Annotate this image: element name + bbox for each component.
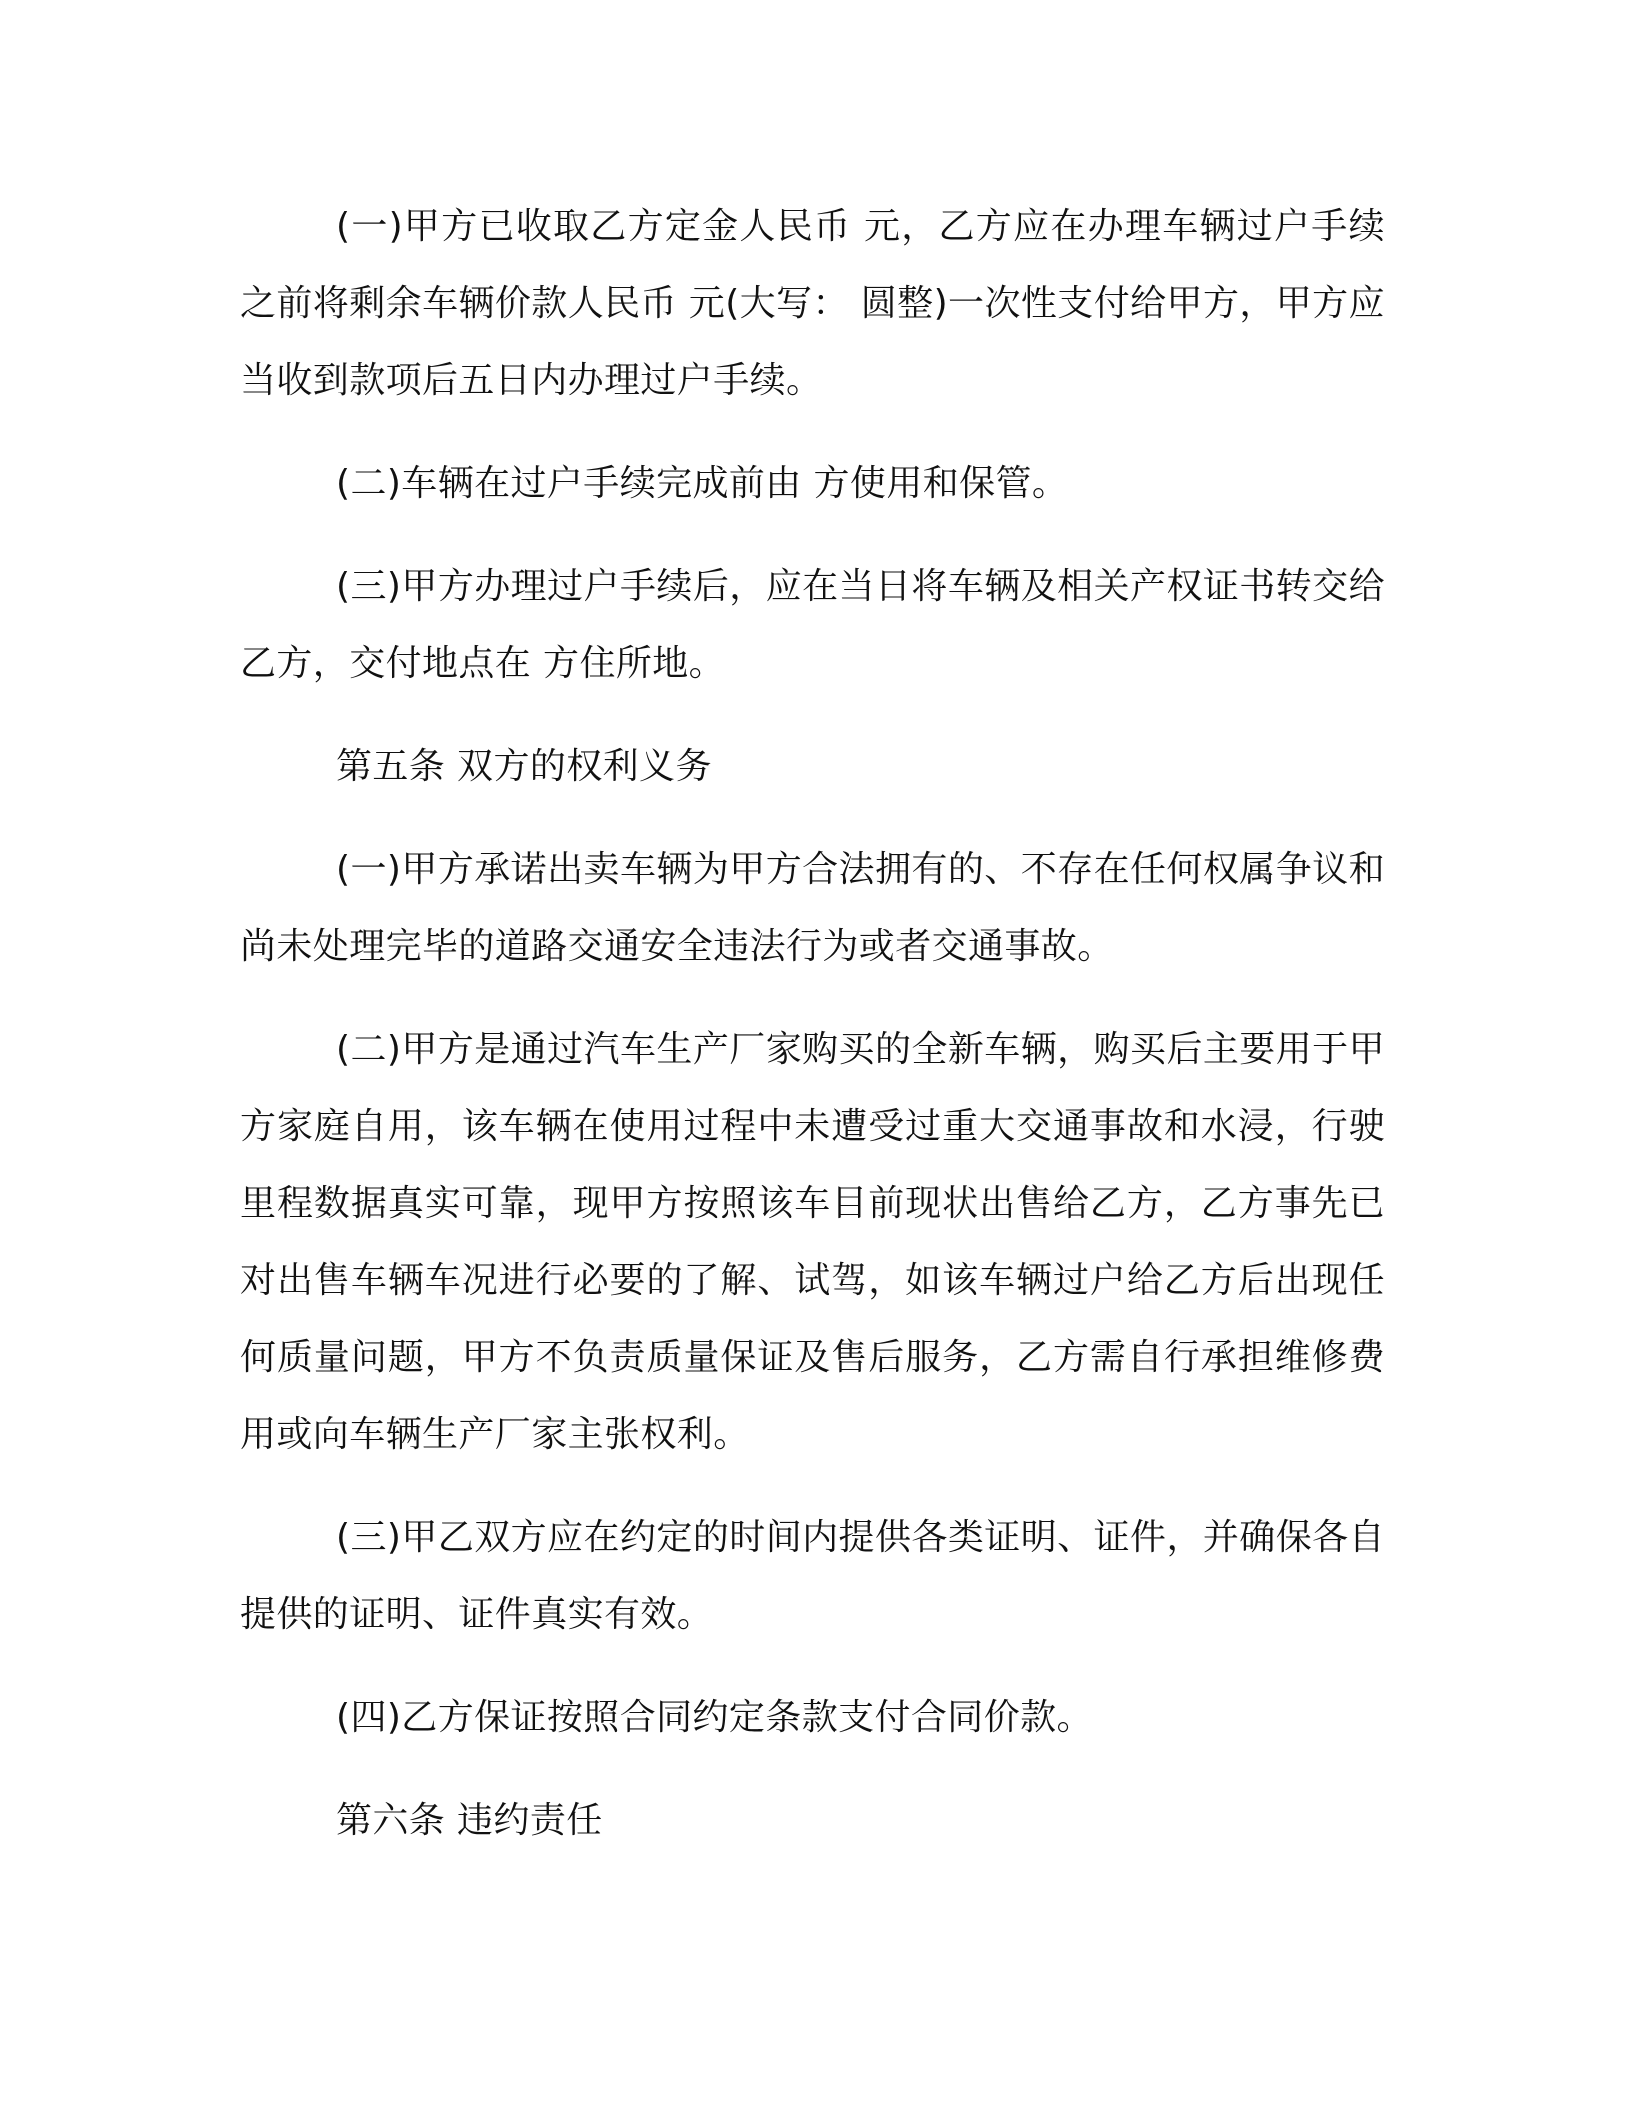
- section-heading-article-5: 第五条 双方的权利义务: [336, 746, 712, 787]
- paragraph-vehicle-condition: (二)甲方是通过汽车生产厂家购买的全新车辆，购买后主要用于甲方家庭自用，该车辆在使用过程中未遭受过重大交通事故和水浸，行驶里程数据真实可靠，现甲方按照该车目前现状出售给乙方，乙方事先已对出售车辆车况进行必要的了解、试驾，如该车辆过户给乙方后出现任何质量问题，甲方不负责质量保证及售后服务，乙方需自行承担维修费用或向车辆生产厂家主张权利。: [240, 1029, 1385, 1455]
- section-heading-article-6: 第六条 违约责任: [336, 1800, 603, 1841]
- paragraph-vehicle-custody: (二)车辆在过户手续完成前由 方使用和保管。: [336, 463, 1069, 504]
- paragraph-buyer-payment: (四)乙方保证按照合同约定条款支付合同价款。: [336, 1697, 1093, 1738]
- paragraph-documents: (三)甲乙双方应在约定的时间内提供各类证明、证件，并确保各自提供的证明、证件真实有效。: [240, 1517, 1385, 1635]
- paragraph-seller-ownership: (一)甲方承诺出卖车辆为甲方合法拥有的、不存在任何权属争议和尚未处理完毕的道路交通安全违法行为或者交通事故。: [240, 849, 1385, 967]
- document-body: [240, 188, 1385, 1885]
- paragraph-payment-deposit: (一)甲方已收取乙方定金人民币 元，乙方应在办理车辆过户手续之前将剩余车辆价款人民币 元(大写： 圆整)一次性支付给甲方，甲方应当收到款项后五日内办理过户手续。: [240, 206, 1385, 401]
- paragraph-vehicle-delivery: (三)甲方办理过户手续后，应在当日将车辆及相关产权证书转交给乙方，交付地点在 方住所地。: [240, 566, 1385, 684]
